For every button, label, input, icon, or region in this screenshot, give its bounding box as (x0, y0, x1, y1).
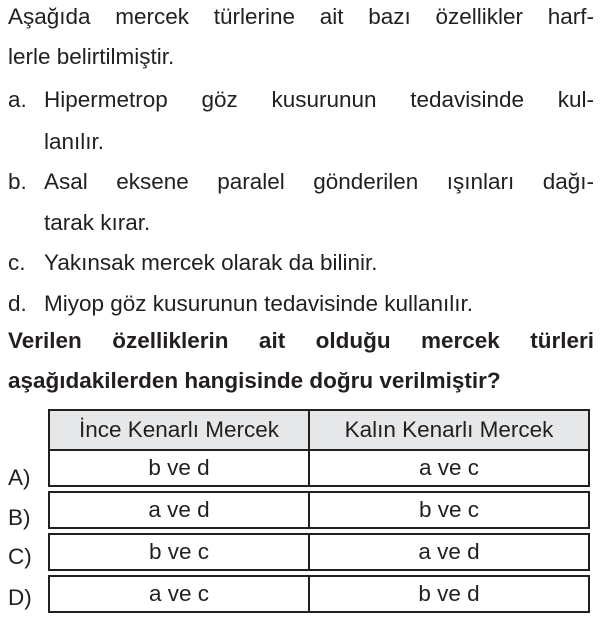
choice-c-label[interactable]: C) (8, 544, 32, 569)
property-a-letter: a. (8, 87, 27, 112)
choice-a-label[interactable]: A) (8, 465, 31, 490)
choice-d-label[interactable]: D) (8, 585, 32, 610)
property-c (8, 249, 594, 277)
cell-b-thick: b ve c (309, 492, 589, 528)
property-a (8, 86, 594, 114)
property-d-letter: d. (8, 291, 27, 316)
cell-c-thin: b ve c (49, 534, 309, 570)
cell-d-thin: a ve c (49, 576, 309, 612)
property-c-letter: c. (8, 250, 26, 275)
choice-b-label[interactable]: B) (8, 505, 31, 530)
header-thin-lens: İnce Kenarlı Mercek (49, 410, 309, 450)
intro-line-1: Aşağıda mercek türlerine ait bazı özellikler harf- (8, 4, 594, 29)
table-row-b[interactable] (49, 492, 589, 528)
property-d (8, 290, 594, 318)
table-row-a[interactable] (49, 450, 589, 486)
table-row-d[interactable] (49, 576, 589, 612)
cell-b-thin: a ve d (49, 492, 309, 528)
cell-c-thick: a ve d (309, 534, 589, 570)
question-line-2: aşağıdakilerden hangisinde doğru verilmiştir? (8, 368, 501, 393)
intro-line-2: lerle belirtilmiştir. (8, 44, 175, 69)
property-d-text: Miyop göz kusurunun tedavisinde kullanılır. (44, 291, 473, 316)
property-b-cont: tarak kırar. (44, 210, 151, 235)
header-thick-lens: Kalın Kenarlı Mercek (309, 410, 589, 450)
table-row-c[interactable] (49, 534, 589, 570)
property-a-cont: lanılır. (44, 129, 105, 154)
table-header-row (49, 410, 589, 450)
cell-a-thin: b ve d (49, 450, 309, 486)
property-b-text: Asal eksene paralel gönderilen ışınları dağı- (44, 169, 594, 194)
property-c-text: Yakınsak mercek olarak da bilinir. (44, 250, 378, 275)
cell-d-thick: b ve d (309, 576, 589, 612)
cell-a-thick: a ve c (309, 450, 589, 486)
property-a-text: Hipermetrop göz kusurunun tedavisinde kul- (44, 87, 594, 112)
property-b (8, 168, 594, 196)
question-line-1: Verilen özelliklerin ait olduğu mercek türleri (8, 328, 594, 353)
property-b-letter: b. (8, 169, 27, 194)
answer-table (48, 409, 590, 613)
